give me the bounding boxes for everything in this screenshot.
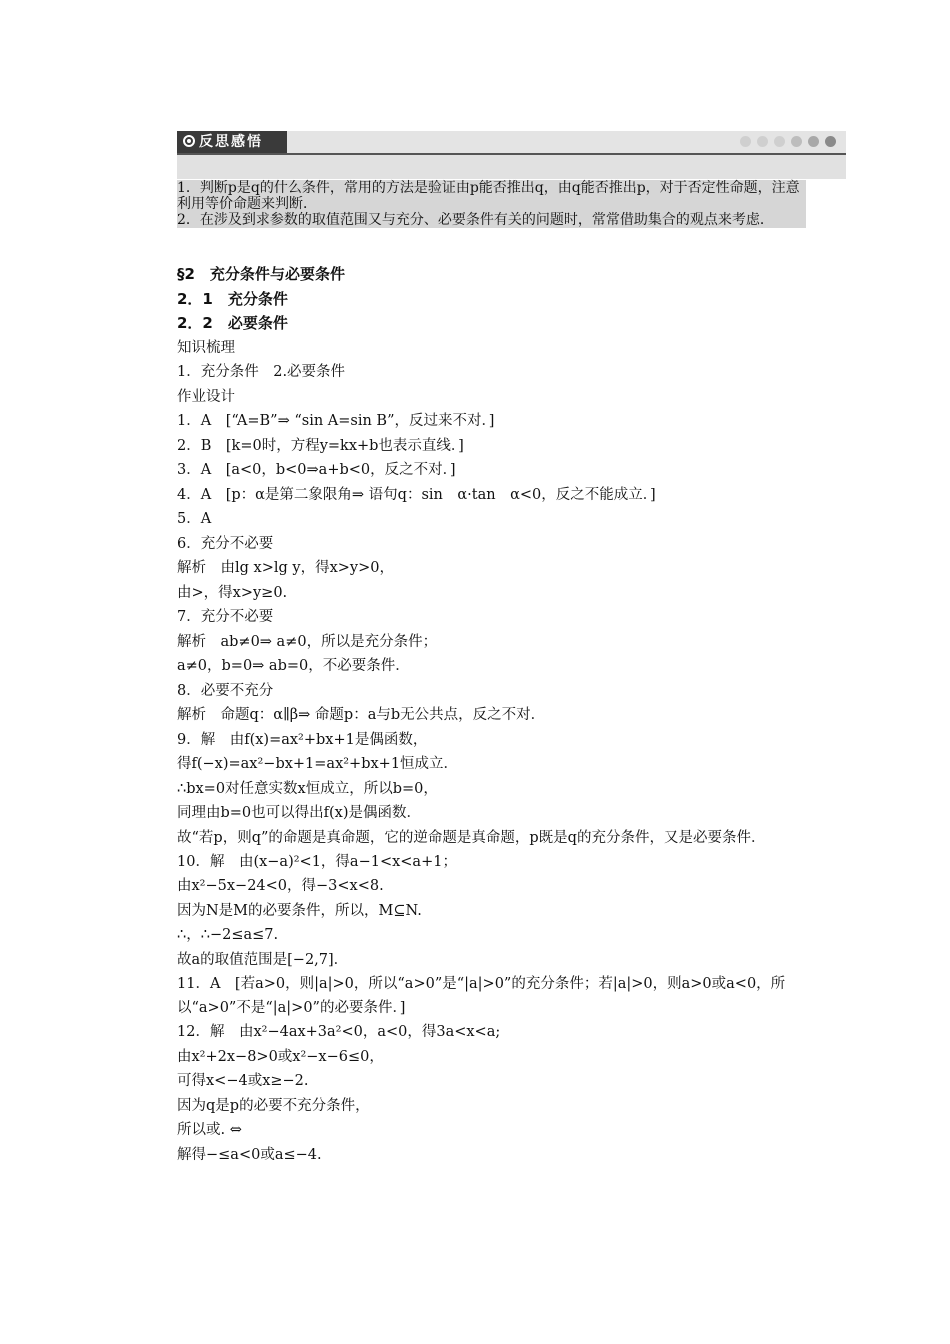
dot-icon — [825, 136, 836, 147]
text-line: 6．充分不必要 — [177, 535, 274, 552]
text-line: 1．充分条件 2.必要条件 — [177, 364, 346, 380]
dot-icon — [808, 136, 819, 147]
section-banner — [177, 131, 846, 155]
dot-icon — [740, 136, 751, 147]
text-line: 因为N是M的必要条件，所以，M⊆N. — [177, 902, 422, 919]
text-line: ∴，∴−2≤a≤7. — [177, 927, 279, 943]
text-line: 解得−≤a<0或a≤−4. — [177, 1146, 322, 1163]
banner-title-tag — [177, 131, 287, 153]
banner-strip — [177, 155, 846, 179]
text-line: 1．A [“A=B”⇒ “sin A=sin B”，反过来不对．] — [177, 413, 495, 429]
text-line: 作业设计 — [177, 388, 235, 405]
decorative-dots — [740, 136, 836, 147]
text-line: 故“若p，则q”的命题是真命题，它的逆命题是真命题，p既是q的充分条件，又是必要条件． — [177, 829, 766, 846]
text-line: 知识梳理 — [177, 339, 235, 356]
dot-icon — [791, 136, 802, 147]
text-line: 3．A [a<0，b<0⇒a+b<0，反之不对．] — [177, 462, 456, 478]
target-circle-icon — [183, 135, 195, 147]
text-line: 可得x<−4或x≥−2. — [177, 1073, 309, 1089]
text-line: ∴bx=0对任意实数x恒成立，所以b=0， — [177, 780, 438, 797]
text-line: 解析 命题q：α∥β⇒ 命题p：a与b无公共点，反之不对． — [177, 707, 546, 723]
subsection-title: 2．2 必要条件 — [177, 314, 288, 332]
text-line: 由>，得x>y≥0. — [177, 584, 288, 601]
subsection-title: 2．1 充分条件 — [177, 289, 288, 308]
text-line: 7．充分不必要 — [177, 609, 274, 625]
text-line: 4．A [p：α是第二象限角⇒ 语句q：sin α·tan α<0，反之不能成立．] — [177, 486, 656, 503]
text-line: 所以或. ⇔ — [177, 1122, 242, 1138]
text-line: 9．解 由f(x)=ax²+bx+1是偶函数， — [177, 731, 428, 748]
text-line: 12．解 由x²−4ax+3a²<0，a<0，得3a<x<a; — [177, 1024, 501, 1040]
reflection-item: 2．在涉及到求参数的取值范围又与充分、必要条件有关的问题时，常常借助集合的观点来考虑． — [177, 212, 774, 228]
text-line: 2．B [k=0时，方程y=kx+b也表示直线．] — [177, 437, 464, 454]
text-line: 同理由b=0也可以得出f(x)是偶函数． — [177, 805, 422, 821]
text-line: a≠0，b=0⇒ ab=0，不必要条件． — [177, 658, 410, 674]
text-line: 解析 ab≠0⇒ a≠0，所以是充分条件； — [177, 633, 438, 650]
dot-icon — [757, 136, 768, 147]
text-line: 10．解 由(x−a)²<1，得a−1<x<a+1； — [177, 853, 457, 870]
text-line: 8．必要不充分 — [177, 682, 274, 699]
reflection-item: 1．判断p是q的什么条件，常用的方法是验证由p能否推出q，由q能否推出p，对于否定性命题，注意利用等价命题来判断． — [177, 180, 800, 212]
banner-bar — [287, 131, 846, 153]
dot-icon — [774, 136, 785, 147]
reflection-box — [177, 180, 806, 228]
text-line: 得f(−x)=ax²−bx+1=ax²+bx+1恒成立． — [177, 756, 459, 772]
text-line: 由x²+2x−8>0或x²−x−6≤0， — [177, 1048, 384, 1065]
text-line: 解析 由lg x>lg y，得x>y>0， — [177, 560, 394, 576]
banner-title: 反思感悟 — [199, 134, 263, 150]
section-title: §2 充分条件与必要条件 — [177, 265, 345, 283]
text-line: 因为q是p的必要不充分条件， — [177, 1097, 370, 1114]
answer-content — [177, 262, 817, 1167]
text-line: 由x²−5x−24<0，得−3<x<8. — [177, 878, 384, 894]
text-line: 11．A [若a>0，则|a|>0，所以“a>0”是“|a|>0”的充分条件；若|a|>0，则a>0或a<0，所 以“a>0”不是“|a|>0”的必要条件．] — [177, 976, 800, 1016]
text-line: 故a的取值范围是[−2,7]． — [177, 951, 349, 968]
text-line: 5．A — [177, 511, 212, 527]
